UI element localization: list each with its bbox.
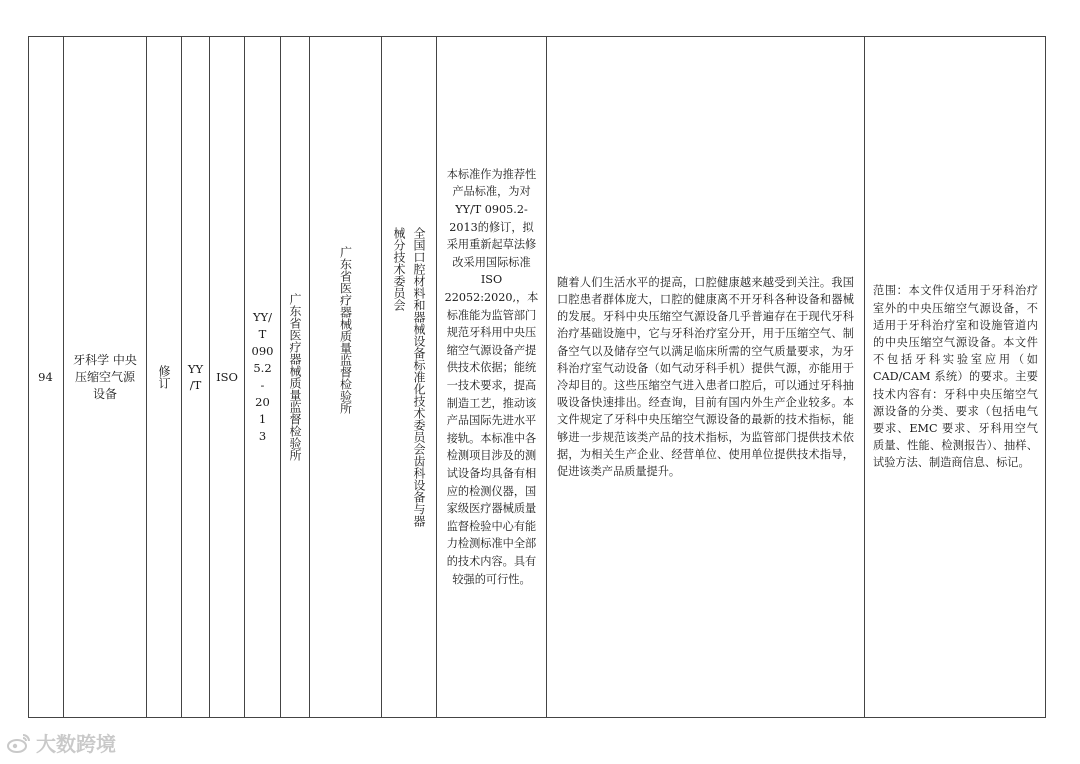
drafting-unit: 广东省医疗器械质量监督检验所 [288,293,302,461]
replaced-line: 5.2 [253,361,272,375]
cell-replaced [245,36,281,718]
proposing-unit: 广东省医疗器械质量监督检验所 [338,246,353,414]
background-text: 随着人们生活水平的提高，口腔健康越来越受到关注。我国口腔患者群体庞大，口腔的健康离不开牙科各种设备和器械的发展。牙科中央压缩空气源设备几乎普遍存在于现代牙科治疗基础设施中，它与牙科治疗室分开，用于压缩空气、制备空气以及储存空气以满足临床所需的空气质量要求，为牙科治疗室气动设备（如气动牙科手机）提供气源，亦能用于冷却目的。这些压缩空气进入患者口腔后，可以通过牙科抽吸设备快速排出。经查询，目前有国内外生产企业较多。本文件规定了牙科中央压缩空气源设备的最新的技术指标，能够进一步规范该类产品的技术指标，为监管部门提供技术依据，为相关生产企业、经营单位、使用单位提供技术指导，促进该类产品质量提升。 [557,275,854,479]
replaced-line: 090 [251,344,274,358]
cell-number [28,36,64,718]
replaced-line: 3 [258,429,267,443]
standard-nature [188,361,203,393]
weibo-logo-icon [6,732,32,754]
cell-scope [865,36,1046,718]
replaced-standard [252,309,274,445]
product-name: 牙科学 中央压缩空气源设备 [73,352,137,401]
cell-type [147,36,182,718]
replaced-line: 20 [255,395,270,409]
cell-product-name [64,36,147,718]
watermark-text: 大数跨境 [36,732,116,756]
necessity-text: 本标准作为推荐性产品标准，为对YY/T 0905.2-2013的修订，拟采用重新起草法修改采用国际标准 ISO 22052:2020,，本标准能为监管部门规范牙科用中央压缩空气源设备产提供技术依据；能统一技术要求，提高制造工艺，推动该产品国际先进水平接轨。本标准中各检测项目涉及的测试设备均具备有相应的检测仪器，国家级医疗器械质量监督检验中心有能力检测标准中全部的技术内容。具有较强的可行性。 [444,167,539,586]
cell-background [547,36,865,718]
committee-name: 全国口腔材料和器械设备标准化技术委员会齿科设备与器械分技术委员会 [392,227,426,527]
revision-type: 修订 [157,365,171,389]
replaced-line: 1 [258,412,267,426]
cell-drafting-unit [281,36,310,718]
adopted-standard: ISO [216,370,238,384]
replaced-line: T [258,327,267,341]
nature-line-1: YY [187,362,204,376]
cell-committee [382,36,437,718]
cell-adopted [210,36,245,718]
cell-nature [182,36,210,718]
replaced-line: YY/ [252,310,273,324]
nature-line-2: /T [189,378,202,392]
scope-text: 范围：本文件仅适用于牙科治疗室外的中央压缩空气源设备，不适用于牙科治疗室和设施管道内的中央压缩空气源设备。本文件不包括牙科实验室应用（如CAD/CAM 系统）的要求。主要技术内容有：牙科中央压缩空气源设备的分类、要求（包括电气要求、EMC 要求、牙科用空气质量、性能、检测报告）、抽样、试验方法、制造商信息、标记。 [873,284,1038,470]
cell-proposing-unit [310,36,382,718]
replaced-line: - [260,378,265,392]
row-number: 94 [38,370,53,384]
cell-necessity [437,36,547,718]
watermark [6,728,116,757]
